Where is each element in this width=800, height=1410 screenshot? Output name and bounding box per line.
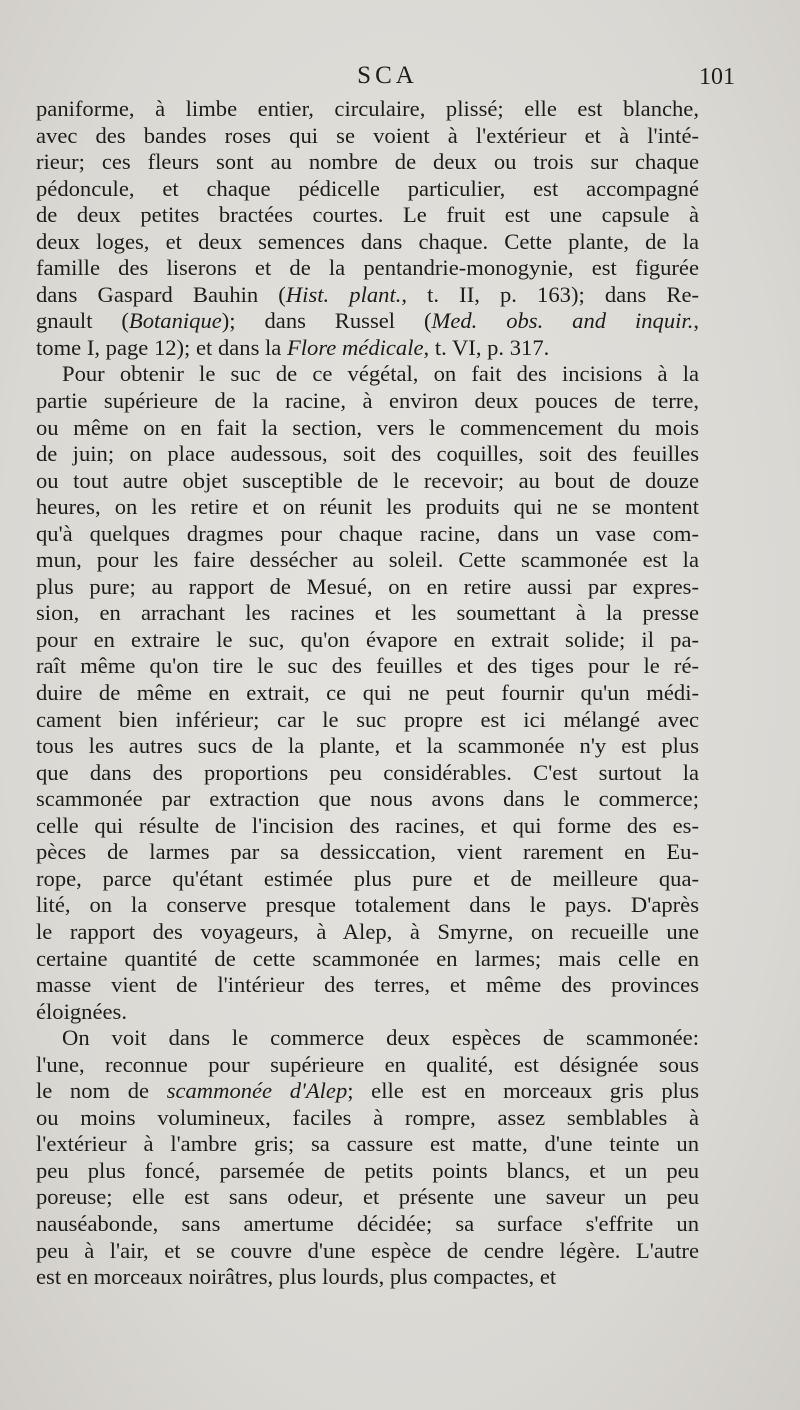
text-run: de deux petites bractées courtes. Le fruit est une capsule à bbox=[36, 202, 699, 228]
text-run: deux loges, et deux semences dans chaque. Cette plante, de la bbox=[36, 228, 699, 254]
text-run: ou tout autre objet susceptible de le recevoir; au bout de douze bbox=[36, 467, 699, 493]
text-run: qu'à quelques dragmes pour chaque racine, dans un vase com- bbox=[36, 520, 699, 546]
text-run: peu à l'air, et se couvre d'une espèce de cendre légère. L'autre bbox=[36, 1237, 699, 1263]
text-run: rope, parce qu'étant estimée plus pure et de meilleure qua- bbox=[36, 865, 699, 891]
text-run: sion, en arrachant les racines et les soumettant à la presse bbox=[36, 600, 699, 626]
text-run: Pour obtenir le suc de ce végétal, on fait des incisions à la bbox=[62, 361, 699, 387]
text-run: pour en extraire le suc, qu'on évapore en extrait solide; il pa- bbox=[36, 626, 699, 652]
text-run: duire de même en extrait, ce qui ne peut fournir qu'un médi- bbox=[36, 680, 699, 706]
text-line bbox=[36, 813, 699, 840]
text-run: dans Gaspard Bauhin ( bbox=[36, 281, 286, 307]
text-run: scammonée par extraction que nous avons dans le commerce; bbox=[36, 786, 699, 812]
text-line bbox=[36, 999, 699, 1026]
text-run: est en morceaux noirâtres, plus lourds, plus compactes, et bbox=[36, 1264, 557, 1290]
text-run: l'une, reconnue pour supérieure en qualité, est désignée sous bbox=[36, 1051, 699, 1077]
italic-run: Med. obs. and inquir. bbox=[431, 308, 694, 334]
text-run: ou même on en fait la section, vers le commencement du mois bbox=[36, 414, 699, 440]
text-line bbox=[36, 202, 699, 229]
text-run: tome I, page 12); et dans la bbox=[36, 334, 287, 360]
text-run: de juin; on place audessous, soit des coquilles, soit des feuilles bbox=[36, 441, 699, 467]
text-line bbox=[36, 1238, 699, 1265]
text-line bbox=[36, 733, 699, 760]
text-line bbox=[36, 1211, 699, 1238]
text-line bbox=[36, 627, 699, 654]
text-line bbox=[36, 149, 699, 176]
text-run: paniforme, à limbe entier, circulaire, plissé; elle est blanche, bbox=[36, 96, 699, 121]
text-run: , t. VI, p. 317. bbox=[423, 334, 550, 360]
text-line bbox=[36, 255, 699, 282]
text-line bbox=[36, 1131, 699, 1158]
text-run: avec des bandes roses qui se voient à l'extérieur et à l'inté- bbox=[36, 122, 699, 148]
text-run: partie supérieure de la racine, à environ deux pouces de terre, bbox=[36, 388, 699, 414]
text-run: cament bien inférieur; car le suc propre est ici mélangé avec bbox=[36, 706, 699, 732]
italic-run: scammonée d'Alep bbox=[166, 1078, 348, 1104]
text-run: , t. II, p. 163); dans Re- bbox=[401, 281, 700, 307]
text-line bbox=[36, 866, 699, 893]
text-run: lité, on la conserve presque totalement dans le pays. D'après bbox=[36, 892, 699, 918]
text-line bbox=[36, 1052, 699, 1079]
text-line bbox=[36, 494, 699, 521]
text-line bbox=[36, 415, 699, 442]
text-line bbox=[36, 1158, 699, 1185]
text-line bbox=[36, 760, 699, 787]
text-line bbox=[36, 1078, 699, 1105]
text-line bbox=[36, 972, 699, 999]
text-line bbox=[36, 1264, 699, 1291]
text-run: poreuse; elle est sans odeur, et présente une saveur un peu bbox=[36, 1184, 699, 1210]
text-run: peu plus foncé, parsemée de petits points blancs, et un peu bbox=[36, 1157, 699, 1183]
text-line bbox=[36, 600, 699, 627]
text-run: le nom de bbox=[36, 1078, 167, 1104]
text-line bbox=[36, 176, 699, 203]
text-run: l'extérieur à l'ambre gris; sa cassure est matte, d'une teinte un bbox=[36, 1131, 699, 1157]
text-line bbox=[36, 892, 699, 919]
text-run: mun, pour les faire dessécher au soleil. Cette scammonée est la bbox=[36, 547, 699, 573]
text-run: On voit dans le commerce deux espèces de scammonée: bbox=[62, 1025, 699, 1051]
text-line bbox=[36, 786, 699, 813]
italic-run: Flore médicale bbox=[286, 334, 424, 360]
text-run: celle qui résulte de l'incision des racines, et qui forme des es- bbox=[36, 812, 699, 838]
text-run: gnault ( bbox=[36, 308, 129, 334]
text-run: tous les autres sucs de la plante, et la scammonée n'y est plus bbox=[36, 733, 699, 759]
text-run: certaine quantité de cette scammonée en larmes; mais celle en bbox=[36, 945, 699, 971]
text-line bbox=[36, 282, 699, 309]
page-number: 101 bbox=[699, 64, 735, 90]
italic-run: Botanique bbox=[128, 308, 222, 334]
text-line bbox=[36, 1105, 699, 1132]
page-header bbox=[40, 62, 735, 98]
text-run: raît même qu'on tire le suc des feuilles et des tiges pour le ré- bbox=[36, 653, 699, 679]
text-run: plus pure; au rapport de Mesué, on en retire aussi par expres- bbox=[36, 573, 699, 599]
text-line bbox=[36, 547, 699, 574]
text-line bbox=[36, 229, 699, 256]
text-run: que dans des proportions peu considérables. C'est surtout la bbox=[36, 759, 699, 785]
text-run: heures, on les retire et on réunit les produits qui ne se montent bbox=[36, 494, 699, 520]
body-text bbox=[36, 96, 699, 1291]
text-line bbox=[36, 653, 699, 680]
text-line bbox=[36, 1025, 699, 1052]
text-line bbox=[36, 521, 699, 548]
text-line bbox=[36, 946, 699, 973]
text-line bbox=[36, 839, 699, 866]
text-line bbox=[36, 468, 699, 495]
text-run: ; elle est en morceaux gris plus bbox=[347, 1078, 699, 1104]
text-line bbox=[36, 707, 699, 734]
text-line bbox=[36, 441, 699, 468]
text-line bbox=[36, 96, 699, 123]
text-line bbox=[36, 123, 699, 150]
italic-run: Hist. plant. bbox=[285, 281, 402, 307]
text-line bbox=[36, 308, 699, 335]
text-run: masse vient de l'intérieur des terres, et même des provinces bbox=[36, 972, 699, 998]
text-run: le rapport des voyageurs, à Alep, à Smyrne, on recueille une bbox=[36, 918, 699, 944]
running-head: SCA bbox=[357, 62, 418, 89]
text-line bbox=[36, 335, 699, 362]
text-run: rieur; ces fleurs sont au nombre de deux ou trois sur chaque bbox=[36, 149, 699, 175]
text-run: , bbox=[693, 308, 699, 334]
text-run: nauséabonde, sans amertume décidée; sa surface s'effrite un bbox=[36, 1210, 699, 1236]
text-line bbox=[36, 680, 699, 707]
text-run: pèces de larmes par sa dessiccation, vient rarement en Eu- bbox=[36, 839, 699, 865]
text-line bbox=[36, 361, 699, 388]
text-run: pédoncule, et chaque pédicelle particulier, est accompagné bbox=[36, 175, 699, 201]
text-run: ); dans Russel ( bbox=[221, 308, 432, 334]
text-line bbox=[36, 388, 699, 415]
text-run: ou moins volumineux, faciles à rompre, assez semblables à bbox=[36, 1104, 699, 1130]
text-line bbox=[36, 574, 699, 601]
text-run: famille des liserons et de la pentandrie-monogynie, est figurée bbox=[36, 255, 699, 281]
text-line bbox=[36, 919, 699, 946]
text-line bbox=[36, 1184, 699, 1211]
text-run: éloignées. bbox=[36, 998, 127, 1024]
